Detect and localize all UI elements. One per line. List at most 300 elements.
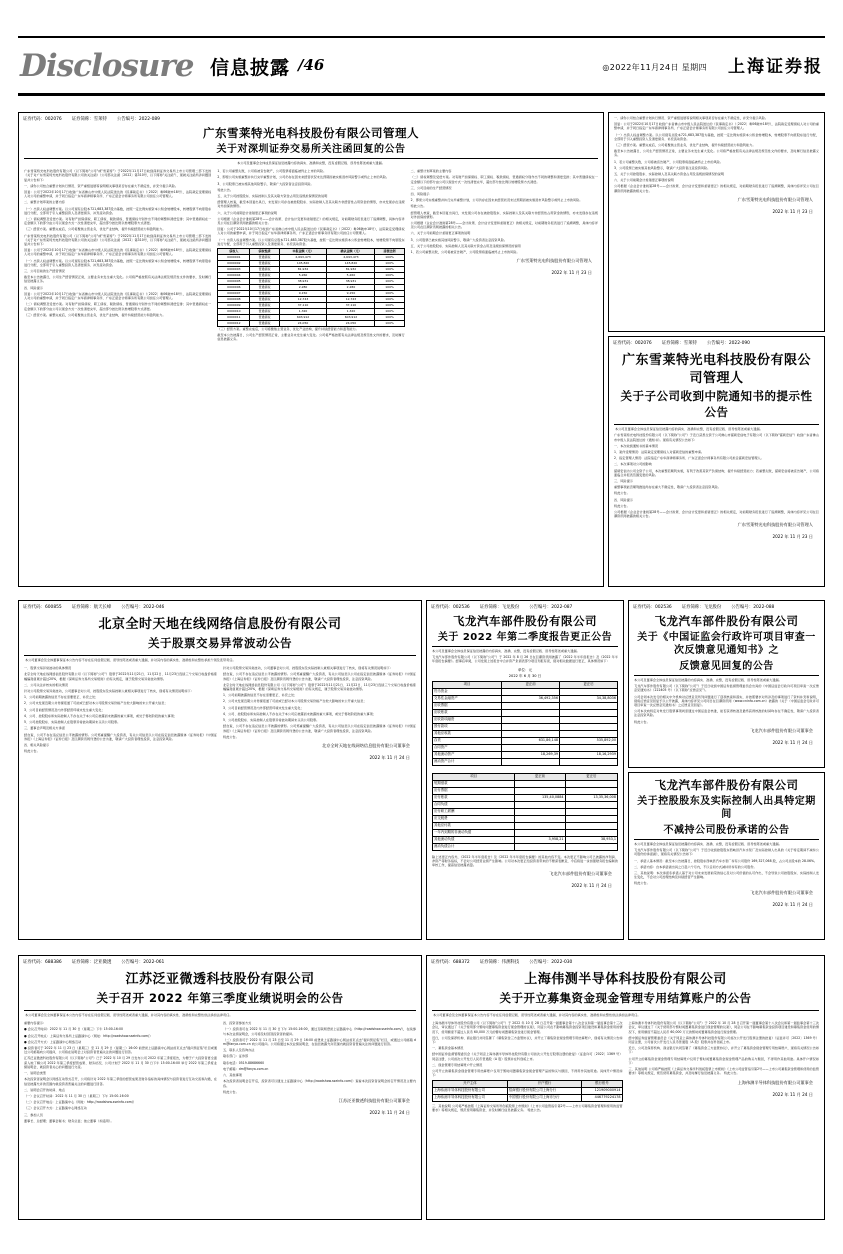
table-cell xyxy=(502,730,560,737)
table-cell: 普通债权 xyxy=(250,273,279,279)
paragraph: 特此公告。 xyxy=(223,1089,239,1094)
table-cell: 81,932 xyxy=(279,267,327,273)
table-cell: 145,820 xyxy=(327,261,375,267)
table-cell xyxy=(565,787,617,794)
bullet: ● 会议召开方式：上证路演中心网络互动 xyxy=(24,1039,82,1044)
table-row xyxy=(433,744,618,751)
article-card-weice-settlement-account xyxy=(426,955,825,1220)
table-cell xyxy=(502,758,560,765)
table-row xyxy=(433,695,618,702)
signature-org: 飞龙汽车部件股份有限公司董事会 xyxy=(750,889,813,895)
paragraph: 四、风险提示 xyxy=(24,285,43,290)
table-cell: 9,150 xyxy=(327,291,375,297)
table-cell xyxy=(560,723,618,730)
paragraph: 特此公告。 xyxy=(24,749,40,754)
table-cell xyxy=(515,808,565,815)
headline-rule xyxy=(24,158,598,159)
table-cell: 普通债权 xyxy=(250,315,279,321)
signature-date: 2022 年 11 月 23 日 xyxy=(772,534,813,540)
paragraph: 2、即使公司实施重整并执行完毕重整计划，公司仍存在因未来经营状况未达预期而被实施退市风险警示或终止上市的风险。 xyxy=(217,175,390,180)
announcement-no: 公告编号：2022-088 xyxy=(731,605,775,610)
table-unit: 单位：元 xyxy=(517,667,533,672)
paragraph: 江苏泛亚微透科技股份有限公司（以下简称"公司"）已于 2022 年 10 月 29 日发布公司 2022 年第三季度报告，为便于广大投资者更全面深入地了解公司 2022 年第三季度经营成果、财务状况，公司计划于 2022 年 11 月 30 日下午 15:00-16:00 举行 2022 年第三季度业绩说明会，就投资者关心的问题进行交流。 xyxy=(24,1056,217,1069)
announcement-no: 公告编号：2022-046 xyxy=(121,605,165,610)
paragraph: 公司会同本次发行的相关中介机构对反馈意见所列问题进行了逐项核查和落实，并按照要求对所涉及的事项进行了资料补充和说明，现将反馈意见回复予以公开披露，具体内容详见公司同日在巨潮资讯网（www.cninfo.com.cn）披露的《关于〈中国证监会行政许可项目审查一次反馈意见通知书〉之反馈意见回复》。 xyxy=(634,694,819,708)
paragraph: 联系电话：0519-88686660 xyxy=(223,1060,265,1065)
signature-date: 2022 年 11 月 24 日 xyxy=(369,754,410,760)
correction-table-liabilities xyxy=(432,773,618,851)
paragraph: 北京全时天地在线网络信息股份有限公司（以下简称"公司"）股票于2022年11月21日、11月22日、11月23日连续三个交易日收盘价格涨幅偏离值累计超过20%，根据《深圳证券交易所交易规则》的有关规定，属于股票交易异常波动情形。 xyxy=(24,672,217,681)
security-code: 证券代码：688372 xyxy=(431,960,470,965)
article-codes xyxy=(19,113,603,124)
paragraph: （一）出资人权益调整方案。以公司现有总股本721,683,387股为基数，按照一定比例实施资本公积金转增股本，转增股票不向原股东进行分配，全部用于引入重整投资人及清偿债务、补充流动资金。 xyxy=(24,206,212,215)
table-cell: 631,86,148 xyxy=(502,737,560,744)
signature-org: 上海伟测半导体科技股份有限公司董事会 xyxy=(737,1079,813,1085)
table-row xyxy=(433,723,618,730)
paragraph: 经管理人核查，截至本回复出具日，未发现公司存在被控股股东、实际控制人及其关联方非经营性占用资金的情形，亦未发现存在违规对外担保的情形。 xyxy=(410,210,598,219)
paragraph: 1、公司前期披露的信息不存在需要更正、补充之处； xyxy=(24,695,99,700)
article-notice: 本公司及董事会全体成员保证信息披露的内容真实、准确、完整，没有虚假记载、误导性陈述或重大遗漏。 xyxy=(634,842,782,847)
article-headline-2: 关于子公司收到中院通知书的提示性公告 xyxy=(620,389,813,419)
paragraph: 3、公司股票已被实施其他风险警示，敬请广大投资者注意投资风险。 xyxy=(614,165,711,170)
paragraph: 三、其他说明 公司将严格按照《上海证券交易所科创板股票上市规则》《上市公司监管指引第2号——上市公司募集资金管理和使用的监管要求》等相关规定，规范使用募集资金，并及时履行信息披露义务。 特此公告。 xyxy=(628,1067,819,1076)
table-row xyxy=(433,716,618,723)
table-cell: 2,280 xyxy=(327,285,375,291)
paragraph: （三）经营方案。重整完成后，公司将聚焦主营业务，优化产业结构，提升持续经营能力和盈利能力。 xyxy=(614,143,756,148)
paragraph: 4、公司、控股股东和实际控制人不存在关于本公司应披露而未披露的重大事项，或处于筹划阶段的重大事项； xyxy=(24,713,177,718)
column-2 xyxy=(223,666,416,765)
announcement-no: 公告编号：2022-030 xyxy=(529,960,573,965)
table-cell: 普通债权 xyxy=(250,285,279,291)
paragraph: 近日，公司及保荐机构、商业银行共同签署了《募集资金三方监管协议》，并开立了募集资金现金管理专用结算账户，现将有关情况公告如下： xyxy=(628,1046,819,1055)
paragraph: 2、指定管理人情况：法院指定广东华商律师事务所、广东正诺会计师事务所有限公司担任富硕宏信管理人。 xyxy=(614,456,764,461)
paragraph: 董事长、总经理；董事会秘书；财务总监；独立董事（如适用）。 xyxy=(24,1118,114,1123)
column-2 xyxy=(217,169,404,343)
table-row xyxy=(433,829,618,836)
table-cell: 36,492,356 xyxy=(502,695,560,702)
table-cell: 37,110 xyxy=(279,303,327,309)
paragraph: （二）债权调整及受偿方案。对有财产担保债权、职工债权、税款债权、普通债权分别作出不同的调整和清偿安排；其中普通债权在一定金额以下的部分由公司以现金方式一次性清偿完毕，超出部分按比例以转增股票方式清偿。 xyxy=(24,302,212,311)
table-cell: 100% xyxy=(375,321,404,327)
paragraph: 截至本公告披露日，公司生产经营情况正常，主要业务未发生重大变化。公司将严格按照有关法律法规及规范性文件的要求，及时履行信息披露义务。 xyxy=(217,333,405,342)
article-headline-2: 关于控股股东及实际控制人出具特定期间 xyxy=(637,795,816,821)
masthead-rule-top xyxy=(18,36,825,38)
table-row xyxy=(433,794,618,801)
table-body xyxy=(218,255,404,327)
paragraph: 回复：公司于2022年10月17日收到广东省佛山市中级人民法院送达的《民事裁定书》（〔2022〕粤06破申18号），法院裁定受理债权人对公司的重整申请，并于同日指定广东华商律师事务所、广东正诺会计师事务所有限公司担任公司管理人。 xyxy=(24,248,212,257)
table-cell: 18,269,39 xyxy=(502,751,560,758)
announcement-no: 公告编号：2022-090 xyxy=(706,341,750,346)
table-cell: 普通债权 xyxy=(250,279,279,285)
article-headline-2: 关于《中国证监会行政许可项目审查一次反馈意见通知书》之 xyxy=(637,631,816,657)
paragraph: 四、风险提示 xyxy=(614,497,633,502)
headline-rule xyxy=(24,655,416,656)
signature-org: 飞龙汽车部件股份有限公司董事会 xyxy=(549,871,612,877)
table-cell xyxy=(502,723,560,730)
paragraph: 五、关于公司控股股东、实际控制人及其关联方资金占用及违规担保情况的说明 xyxy=(217,194,328,199)
table-cell: 预付款项 xyxy=(433,723,502,730)
col-header: 项目 xyxy=(433,773,515,780)
paragraph: 广东雪莱特光电科技股份有限公司（以下简称"公司"或"雪莱特"）于2022年11月17日收到深圳证券交易所上市公司管理二部下发的《关于对广东雪莱特光电科技股份有限公司的关注函》（公司部关注函〔2022〕第310号，以下简称"关注函"），现就关注函所涉问题回复并公告如下： xyxy=(24,233,212,247)
section-heading: 三、董事会声明及相关方承诺 xyxy=(24,726,65,731)
paragraph: 经自查，公司不存在违反信息公平披露的情形。公司郑重提醒广大投资者，有关公司信息以公司在指定信息披露媒体《证券时报》《中国证券报》《上海证券报》《证券日报》及巨潮资讯网刊登的公告为准，敬请广大投资者理性投资，注意投资风险。 xyxy=(24,732,217,741)
table-row xyxy=(433,751,618,758)
paragraph: 公司根据《企业会计准则第28号——会计政策、会计估计变更和差错更正》的相关规定，对前期财务报表进行了追溯调整，具体内容详见公司在巨潮资讯网披露的相关公告。 xyxy=(217,216,405,226)
table-cell: 0000009 xyxy=(218,303,250,309)
table-cell: 0000005 xyxy=(218,279,250,285)
table-cell xyxy=(565,780,617,787)
table-row xyxy=(433,688,618,695)
paragraph: （三）经营方案。重整完成后，公司将聚焦主营业务，优化产业结构，提升持续经营能力和盈利能力。 xyxy=(217,327,359,332)
article-headline-2: 关于开立募集资金现金管理专用结算账户的公告 xyxy=(499,990,752,1005)
paragraph: （一）出资人权益调整方案。以公司现有总股本721,683,387股为基数，按照一定比例实施资本公积金转增股本，转增股票不向原股东进行分配，全部用于引入重整投资人及清偿债务、补充流动资金。 xyxy=(24,258,212,267)
table-cell: 应付票据 xyxy=(433,787,515,794)
table-cell: 603,912 xyxy=(327,315,375,321)
col-header: 银行账号 xyxy=(582,1080,622,1087)
column-2 xyxy=(223,1021,416,1125)
table-cell xyxy=(560,702,618,709)
article-codes xyxy=(427,601,623,612)
paragraph: 四、风险提示 xyxy=(410,192,430,197)
table-cell: 0000001 xyxy=(218,255,250,261)
paragraph: 公司开立的募集资金现金管理专用结算账户仅用于暂时闲置募集资金现金管理产品的购买与赎回，不得用作其他用途。具体开户情况如下： xyxy=(628,1056,819,1065)
paragraph: 本次投资者说明会以网络互动形式召开，公司将针对 2022 年第三季度的经营成果及财务指标的具体情况与投资者进行互动交流和沟通，在信息披露允许的范围内就投资者普遍关注的问题进行回答。 xyxy=(24,1077,217,1086)
table-row xyxy=(433,843,618,850)
paragraph: 1、若公司重整失败，公司将被宣告破产，公司股票将面临被终止上市的风险。 xyxy=(410,250,520,255)
creditor-table xyxy=(217,248,404,327)
table-body xyxy=(433,780,618,850)
table-cell: 2,693,473 xyxy=(327,255,375,261)
col-header: 确认金额（元） xyxy=(327,249,375,255)
headline-rule xyxy=(432,1010,819,1011)
section-heading: 五、联系人及咨询办法 xyxy=(223,1048,255,1053)
paragraph: （一）会议召开时间：2022 年 11 月 30 日（星期三）下午 15:00-16:00 xyxy=(24,1093,129,1098)
table-cell: 13,35,36,008 xyxy=(565,794,617,801)
paragraph: （一）出资人权益调整方案。以公司现有总股本721,683,387股为基数，按照一定比例实施资本公积金转增股本，转增股票不向原股东进行分配，全部用于引入重整投资人及清偿债务、补充流动资金。 xyxy=(217,237,405,246)
announcement-no: 公告编号：2022-089 xyxy=(116,117,160,122)
col-header: 清偿比例 xyxy=(375,249,404,255)
signature-date: 2022 年 11 月 24 日 xyxy=(369,1109,410,1115)
article-headline-1: 飞龙汽车部件股份有限公司 xyxy=(453,614,597,628)
section-heading: 二、现金管理专用结算账户开立情况 xyxy=(432,1062,483,1067)
bullet: ● 投资者可于 2022 年 11 月 23 日（星期三）至 11 月 29 日（星期二）16:00 前登录上证路演中心网站首页点击"提问预征集"栏目或通过公司邮箱向公司提问，公司将在说明会上对投资者普遍关注的问题进行回答。 xyxy=(24,1046,217,1055)
paragraph: 公司本次向特定对象发行股票事项尚需通过中国证监会核准，能否获得核准及最终获得核准的时间均存在不确定性，敬请广大投资者注意投资风险。 xyxy=(634,709,819,718)
table-cell: 100% xyxy=(375,255,404,261)
col-header: 债权性质 xyxy=(250,249,279,255)
security-name: 证券简称：雪莱特 xyxy=(71,117,107,122)
section-heading: 二、说明会召开的时间、地点 xyxy=(24,1087,65,1092)
table-cell xyxy=(502,709,560,716)
paragraph: 公司根据《企业会计准则第28号——会计政策、会计估计变更和差错更正》的相关规定，对前期财务报表进行了追溯调整，具体内容详见公司在巨潮资讯网披露的相关公告。 xyxy=(614,184,819,193)
table-cell: 0000008 xyxy=(218,297,250,303)
table-cell xyxy=(565,808,617,815)
table-cell: 12,743 xyxy=(327,297,375,303)
article-headline-1: 广东雪莱特光电科技股份有限公司管理人 xyxy=(203,126,419,140)
masthead-page-number: /46 xyxy=(298,56,325,74)
table-row xyxy=(433,801,618,808)
paragraph: （二）债权调整及受偿方案。对有财产担保债权、职工债权、税款债权、普通债权分别作出不同的调整和清偿安排；其中普通债权在一定金额以下的部分由公司以现金方式一次性清偿完毕，超出部分按比例以转增股票方式清偿。 xyxy=(410,175,598,184)
table-cell: 短期借款 xyxy=(433,780,515,787)
table-cell xyxy=(560,730,618,737)
table-cell: 招商银行股份有限公司上海分行 xyxy=(507,1087,582,1094)
table-cell: 0000006 xyxy=(218,285,250,291)
col-header: 债权人 xyxy=(218,249,250,255)
security-name: 证券简称：飞龙股份 xyxy=(681,605,722,610)
paragraph: 三、其他说明 公司将严格按照《上海证券交易所科创板股票上市规则》《上市公司监管指引第2号——上市公司募集资金管理和使用的监管要求》等相关规定，规范使用募集资金，并及时履行信息披露义务。 特此公告。 xyxy=(432,1103,623,1112)
table-cell: 存货 xyxy=(433,737,502,744)
table-cell: 24,050 xyxy=(327,321,375,327)
security-name: 证券简称：航天长峰 xyxy=(71,605,112,610)
masthead-rule-bottom xyxy=(18,93,825,96)
table-cell: 普通债权 xyxy=(250,267,279,273)
paragraph: 一、请你公司结合重整计划执行情况、资产重组进展等说明相关事项是否存在重大不确定性，并充分提示风险。 xyxy=(24,183,179,188)
paragraph: 三、公司目前的生产经营情况 xyxy=(24,269,65,274)
paragraph: 经管理人核查，截至本回复出具日，未发现公司存在被控股股东、实际控制人及其关联方非经营性占用资金的情形，亦未发现存在违规对外担保的情形。 xyxy=(217,200,405,209)
table-cell xyxy=(515,780,565,787)
table-cell: 中国银行股份有限公司上海市分行 xyxy=(507,1094,582,1101)
section-heading: 重要内容提示： xyxy=(24,1021,47,1026)
headline-rule xyxy=(634,675,819,676)
paragraph: 一、请你公司结合重整计划执行情况、资产重组进展等说明相关事项是否存在重大不确定性，并充分提示风险。 xyxy=(614,116,769,120)
table-cell: 普通债权 xyxy=(250,291,279,297)
table-cell xyxy=(502,744,560,751)
table-cell: 535,892,00 xyxy=(560,737,618,744)
table-cell: 38,931 xyxy=(279,279,327,285)
table-cell: 0000012 xyxy=(218,321,250,327)
table-row xyxy=(433,709,618,716)
paragraph: 北京全时天地在线网络信息股份有限公司（以下简称"公司"）股票于2022年11月21日、11月22日、11月23日连续三个交易日收盘价格涨幅偏离值累计超过20%，根据《深圳证券交易所交易规则》的有关规定，属于股票交易异常波动情形。 xyxy=(223,682,416,692)
column-3 xyxy=(411,169,598,343)
paragraph: 5、公司控股股东、实际控制人在股票异常波动期间未买卖公司股票。 xyxy=(24,720,121,725)
headline-rule xyxy=(614,424,819,425)
masthead-date: ◎2022年11月24日 星期四 xyxy=(602,63,707,72)
paragraph: 特此公告。 xyxy=(634,881,650,886)
table-cell xyxy=(560,716,618,723)
table-cell: 81,932 xyxy=(327,267,375,273)
paragraph: 3、公司股票已被实施其他风险警示，敬请广大投资者注意投资风险。 xyxy=(217,181,314,186)
table-cell: 其他流动资产 xyxy=(433,751,502,758)
signature-org: 北京全时天地在线网络信息股份有限公司董事会 xyxy=(322,742,410,748)
article-columns xyxy=(19,1019,421,1129)
paragraph: 1、案件受理情况：法院裁定受理债权人对富硕宏信的重整申请。 xyxy=(614,449,705,454)
table-cell: 应付账款 xyxy=(433,794,515,801)
paragraph: 近日，公司及保荐机构、商业银行共同签署了《募集资金三方监管协议》，并开立了募集资金现金管理专用结算账户，现将有关情况公告如下： xyxy=(432,1035,623,1045)
signature-date: 2022 年 11 月 24 日 xyxy=(772,739,813,745)
article-notice: 本公司董事会及全体董事保证本公告内容不存在任何虚假记载、误导性陈述或者重大遗漏，并对其内容的真实性、准确性和完整性依法承担法律责任。 xyxy=(433,1013,641,1018)
headline-rule xyxy=(634,839,819,840)
table-cell xyxy=(560,744,618,751)
bullet: ● 会议召开地点：上海证券交易所上证路演中心（网址：http://roadshow.sseinfo.com/） xyxy=(24,1033,153,1038)
table-cell xyxy=(515,801,565,808)
table-cell: 应收账款 xyxy=(433,709,502,716)
masthead-section-title: 信息披露 xyxy=(210,57,291,79)
paragraph: 1、若公司重整失败，公司将被宣告破产，公司股票将面临被终止上市的风险。 xyxy=(614,159,723,164)
article-codes xyxy=(19,601,421,612)
article-card-xuelaite-subsidiary-notice xyxy=(608,336,825,587)
bullet: ● 会议召开时间：2022 年 11 月 30 日（星期三）下午 15:00-16:00 xyxy=(24,1027,124,1032)
col-header: 更正前 xyxy=(515,773,565,780)
table-cell: 其他流动负债 xyxy=(433,836,515,843)
table-cell: 一年内到期的非流动负债 xyxy=(433,829,515,836)
table-cell: 3,958,21 xyxy=(515,836,565,843)
article-card-feilong-csrc-feedback xyxy=(628,600,825,768)
table-cell: 18,16,2939 xyxy=(560,751,618,758)
paragraph: 特此公告。 xyxy=(410,204,427,209)
table-date: 2022 年 6 月 30 日 xyxy=(508,673,542,678)
article-headline-1: 飞龙汽车部件股份有限公司 xyxy=(654,614,799,628)
paragraph: （二）会议召开地点：上证路演中心（网址：http://roadshow.sseinfo.com/） xyxy=(24,1100,137,1105)
article-codes xyxy=(629,601,824,612)
paragraph: （二）债权调整及受偿方案。对有财产担保债权、职工债权、税款债权、普通债权分别作出不同的调整和清偿安排；其中普通债权在一定金额以下的部分由公司以现金方式一次性清偿完毕，超出部分按比例以转增股票方式清偿。 xyxy=(24,217,212,226)
table-cell xyxy=(565,815,617,822)
table-cell: 合同负债 xyxy=(433,801,515,808)
table-cell xyxy=(502,702,560,709)
table-cell: 145,820 xyxy=(279,261,327,267)
article-notice: 本公司及董事会全体成员保证信息披露内容的真实、准确和完整，没有虚假记载、误导性陈述或重大遗漏。 xyxy=(237,161,385,166)
column-1 xyxy=(24,666,217,765)
security-code: 证券代码：002536 xyxy=(431,605,470,610)
article-headline-3: 反馈意见回复的公告 xyxy=(679,660,774,672)
paragraph: 1、若公司重整失败，公司将被宣告破产，公司股票将面临被终止上市的风险。 xyxy=(217,169,327,174)
correction-table-assets xyxy=(432,681,618,766)
paragraph: 回复：公司于2022年10月17日收到广东省佛山市中级人民法院送达的《民事裁定书》（〔2022〕粤06破申18号），法院裁定受理债权人对公司的重整申请，并于同日指定广东华商律师事务所、广东正诺会计师事务所有限公司担任公司管理人。 xyxy=(24,190,212,199)
table-cell: 603,912 xyxy=(279,315,327,321)
signature-org: 飞龙汽车部件股份有限公司董事会 xyxy=(750,727,813,733)
section-heading: 三、参加人员 xyxy=(24,1112,43,1117)
table-cell xyxy=(560,758,618,765)
correction-table-2-wrap xyxy=(427,770,623,855)
table-cell: 100% xyxy=(375,273,404,279)
article-card-xuelaite-continued xyxy=(608,112,825,332)
col-header: 更正后 xyxy=(560,681,618,688)
paragraph: 3、公司股票已被实施其他风险警示，敬请广大投资者注意投资风险。 xyxy=(410,237,507,242)
article-notice: 本公司董事会及全体董事保证本公告内容不存在任何虚假记载、误导性陈述或者重大遗漏，并对其内容的真实性、准确性和完整性依法承担法律责任。 xyxy=(25,1013,233,1018)
article-headline-1: 广东雪莱特光电科技股份有限公司管理人 xyxy=(621,353,811,386)
table-cell: 100% xyxy=(375,267,404,273)
article-codes xyxy=(19,956,421,967)
table-cell: 12,743 xyxy=(279,297,327,303)
paragraph: 联系部门：证券部 xyxy=(223,1054,249,1059)
table-row xyxy=(433,758,618,765)
paragraph: 2、即使公司实施重整并执行完毕重整计划，公司仍存在因未来经营状况未达预期而被实施退市风险警示或终止上市的风险。 xyxy=(410,198,583,203)
paragraph: 针对公司股票交易异常波动，公司董事会对公司、控股股东及实际控制人就相关事项进行了核实，现将有关情况说明如下： xyxy=(223,666,393,671)
article-notice: 本公司及董事会全体成员保证信息披露的内容真实、准确、完整，没有虚假记载、误导性陈述或重大遗漏。 xyxy=(432,649,580,654)
security-name: 证券简称：伟测科技 xyxy=(479,960,520,965)
paragraph: 经中国证券监督管理委员会《关于同意上海伟测半导体科技股份有限公司首次公开发行股票注册的批复》（证监许可〔2022〕1369 号）同意注册，公司首次公开发行人民币普通股（A 股）股票并在科创板上市。 xyxy=(432,1052,623,1061)
table-cell: 其他应收款 xyxy=(433,730,502,737)
paragraph: 六、关于公司前期会计差错更正事项的说明 xyxy=(410,231,471,236)
table-cell: 流动负债合计 xyxy=(433,843,515,850)
table-cell: 1,320 xyxy=(327,309,375,315)
table-cell: 合同资产 xyxy=(433,744,502,751)
table-cell: 34,38,8036 xyxy=(560,695,618,702)
table-cell xyxy=(560,688,618,695)
table-row xyxy=(218,321,404,327)
table-cell xyxy=(515,822,565,829)
table-cell: 应交税费 xyxy=(433,815,515,822)
table-cell: 38,931 xyxy=(327,279,375,285)
section-heading: 六、其他事项 xyxy=(223,1073,242,1078)
paragraph: 经自查，公司不存在违反信息公平披露的情形。公司郑重提醒广大投资者，有关公司信息以公司在指定信息披露媒体《证券时报》《中国证券报》《上海证券报》《证券日报》及巨潮资讯网刊登的公告为准，敬请广大投资者理性投资，注意投资风险。 xyxy=(223,724,416,733)
table-cell: 0000011 xyxy=(218,315,250,321)
table-body xyxy=(433,688,618,765)
paragraph: 公司开立的募集资金现金管理专用结算账户仅用于暂时闲置募集资金现金管理产品的购买与赎回，不得用作其他用途。具体开户情况如下： xyxy=(432,1069,623,1078)
paragraph: 特此公告。 xyxy=(223,734,239,739)
signature-date: 2022 年 11 月 24 日 xyxy=(772,901,813,907)
paragraph: 电子邮箱：dm@fanya.com.cn xyxy=(223,1066,269,1071)
table-cell: 上海伟测半导体科技股份有限公司 xyxy=(433,1094,508,1101)
paragraph: 五、关于公司控股股东、实际控制人及其关联方资金占用及违规担保情况的说明 xyxy=(410,243,521,248)
table-cell: 9,150 xyxy=(279,291,327,297)
col-header: 项目 xyxy=(433,681,502,688)
bank-account-table xyxy=(432,1080,623,1102)
security-code: 证券代码：688386 xyxy=(23,960,62,965)
signature-org: 江苏泛亚微透科技股份有限公司董事会 xyxy=(338,1097,410,1103)
paragraph: 飞龙汽车部件股份有限公司（以下简称"公司"）于近日收到控股股东西峡县汽车水泵厂及实际控制人出具的《关于特定期间不减持公司股份的承诺函》，现将有关情况公告如下： xyxy=(634,848,819,857)
paragraph: 回复：公司于2022年10月17日收到广东省佛山市中级人民法院送达的《民事裁定书》（〔2022〕粤06破申18号），法院裁定受理债权人对公司的重整申请，并于同日指定广东华商律师事务所、广东正诺会计师事务所有限公司担任公司管理人。 xyxy=(24,291,212,301)
article-headline-1: 上海伟测半导体科技股份有限公司 xyxy=(524,972,727,987)
table-cell: 2,693,473 xyxy=(279,255,327,261)
section-heading: 四、投资者参加方式 xyxy=(223,1021,252,1026)
table-header-row xyxy=(433,773,618,780)
signature-date: 2022 年 11 月 23 日 xyxy=(772,208,813,214)
paragraph: 经自查，公司不存在违反信息公平披露的情形。公司郑重提醒广大投资者，有关公司信息以公司在指定信息披露媒体《证券时报》《中国证券报》《上海证券报》《证券日报》及巨潮资讯网刊登的公告为准，敬请广大投资者理性投资，注意投资风险。 xyxy=(223,672,416,681)
paragraph: （三）会议召开方式：上证路演中心网络互动 xyxy=(24,1106,87,1111)
table-row xyxy=(433,737,618,744)
table-cell: 普通债权 xyxy=(250,321,279,327)
article-columns xyxy=(427,1019,824,1118)
column-1 xyxy=(432,1021,623,1114)
table-cell: 38,953,1 xyxy=(565,836,617,843)
article-card-feilong-no-reduction-commitment xyxy=(628,772,825,940)
security-code: 证券代码：002076 xyxy=(23,117,62,122)
table-cell xyxy=(560,709,618,716)
paragraph: 1、公司前期披露的信息不存在需要更正、补充之处； xyxy=(223,693,298,698)
table-cell xyxy=(565,829,617,836)
table-cell: 135,40,0884 xyxy=(515,794,565,801)
paragraph: 经中国证券监督管理委员会《关于同意上海伟测半导体科技股份有限公司首次公开发行股票注册的批复》（证监许可〔2022〕1369 号）同意注册，公司首次公开发行人民币普通股（A 股）股票并在科创板上市。 xyxy=(628,1035,819,1045)
table-row xyxy=(433,815,618,822)
table-cell: 2,280 xyxy=(279,285,327,291)
paragraph: 特此公告。 xyxy=(614,491,630,496)
paragraph: 回复：公司于2022年10月17日收到广东省佛山市中级人民法院送达的《民事裁定书》（〔2022〕粤06破申18号），法院裁定受理债权人对公司的重整申请，并于同日指定广东华商律师事务所、广东正诺会计师事务所有限公司担任公司管理人。 xyxy=(217,227,405,236)
paragraph: 六、关于公司前期会计差错更正事项的说明 xyxy=(217,210,278,215)
paragraph: 公司根据《企业会计准则第28号——会计政策、会计估计变更和差错更正》的相关规定，对前期财务报表进行了追溯调整，具体内容详见公司在巨潮资讯网披露的相关公告。 xyxy=(614,509,819,519)
article-headline-1: 江苏泛亚微透科技股份有限公司 xyxy=(125,972,315,987)
article-headline-2: 关于对深圳证券交易所关注函回复的公告 xyxy=(216,143,406,155)
section-heading: 二、公司关注并核实的相关情况 xyxy=(24,682,69,687)
paragraph: 二、承诺内容：自本承诺函出具之日起六个月内，不以任何方式减持所持有的公司股份。 xyxy=(634,864,757,869)
security-name: 证券简称：泛亚微透 xyxy=(71,960,112,965)
column-1 xyxy=(24,169,211,343)
paragraph: 飞龙汽车部件股份有限公司（以下简称"公司"）于 2022 年 8 月 26 日在巨潮资讯网披露了《2022 年半年度报告》及《2022 年半年度报告摘要》。经事后审阅，公司发现上述报告中合并资产负债表部分项目列报有误，现对相关数据进行更正，具体情况如下： xyxy=(432,655,618,664)
table-header-row xyxy=(433,1080,623,1087)
article-card-quanshi-abnormal-trading xyxy=(18,600,422,940)
article-headline-1: 北京全时天地在线网络信息股份有限公司 xyxy=(98,617,342,632)
masthead-paper-name: 上海证券报 xyxy=(728,57,823,77)
paragraph: （二）投资者可于 2022 年 11 月 23 日至 11 月 29 日 16:00 前登录上证路演中心网站首页点击"提问预征集"栏目，或通过公司邮箱 dm@fanya.com.cn 向公司提问。公司将通过本次业绩说明会，在信息披露允许范围内就投资者普遍关注的问题进行回答。 xyxy=(223,1037,416,1047)
article-headline-2: 关于股票交易异常波动公告 xyxy=(148,635,292,650)
table-cell xyxy=(515,829,565,836)
paragraph: 2、公司未发现近期公共传媒报道了可能或已经对本公司股票交易价格产生较大影响的未公开重大信息； xyxy=(223,699,367,704)
paragraph: 重整事项能否顺利推进尚存在重大不确定性，敬请广大投资者注意投资风险。 xyxy=(614,485,721,490)
paragraph: 广东雪莱特光电科技股份有限公司（以下简称"公司"或"雪莱特"）于2022年11月17日收到深圳证券交易所上市公司管理二部下发的《关于对广东雪莱特光电科技股份有限公司的关注函》（公司部关注函〔2022〕第310号，以下简称"关注函"），现就关注函所涉问题回复并公告如下： xyxy=(24,169,212,182)
paragraph: 特此公告。 xyxy=(217,187,234,192)
signature-org: 广东雪莱特光电科技股份有限公司管理人 xyxy=(516,258,592,264)
table-row xyxy=(433,836,618,843)
paragraph: 针对公司股票交易异常波动，公司董事会对公司、控股股东及实际控制人就相关事项进行了核实，现将有关情况说明如下： xyxy=(24,689,194,694)
col-header: 更正后 xyxy=(565,773,617,780)
